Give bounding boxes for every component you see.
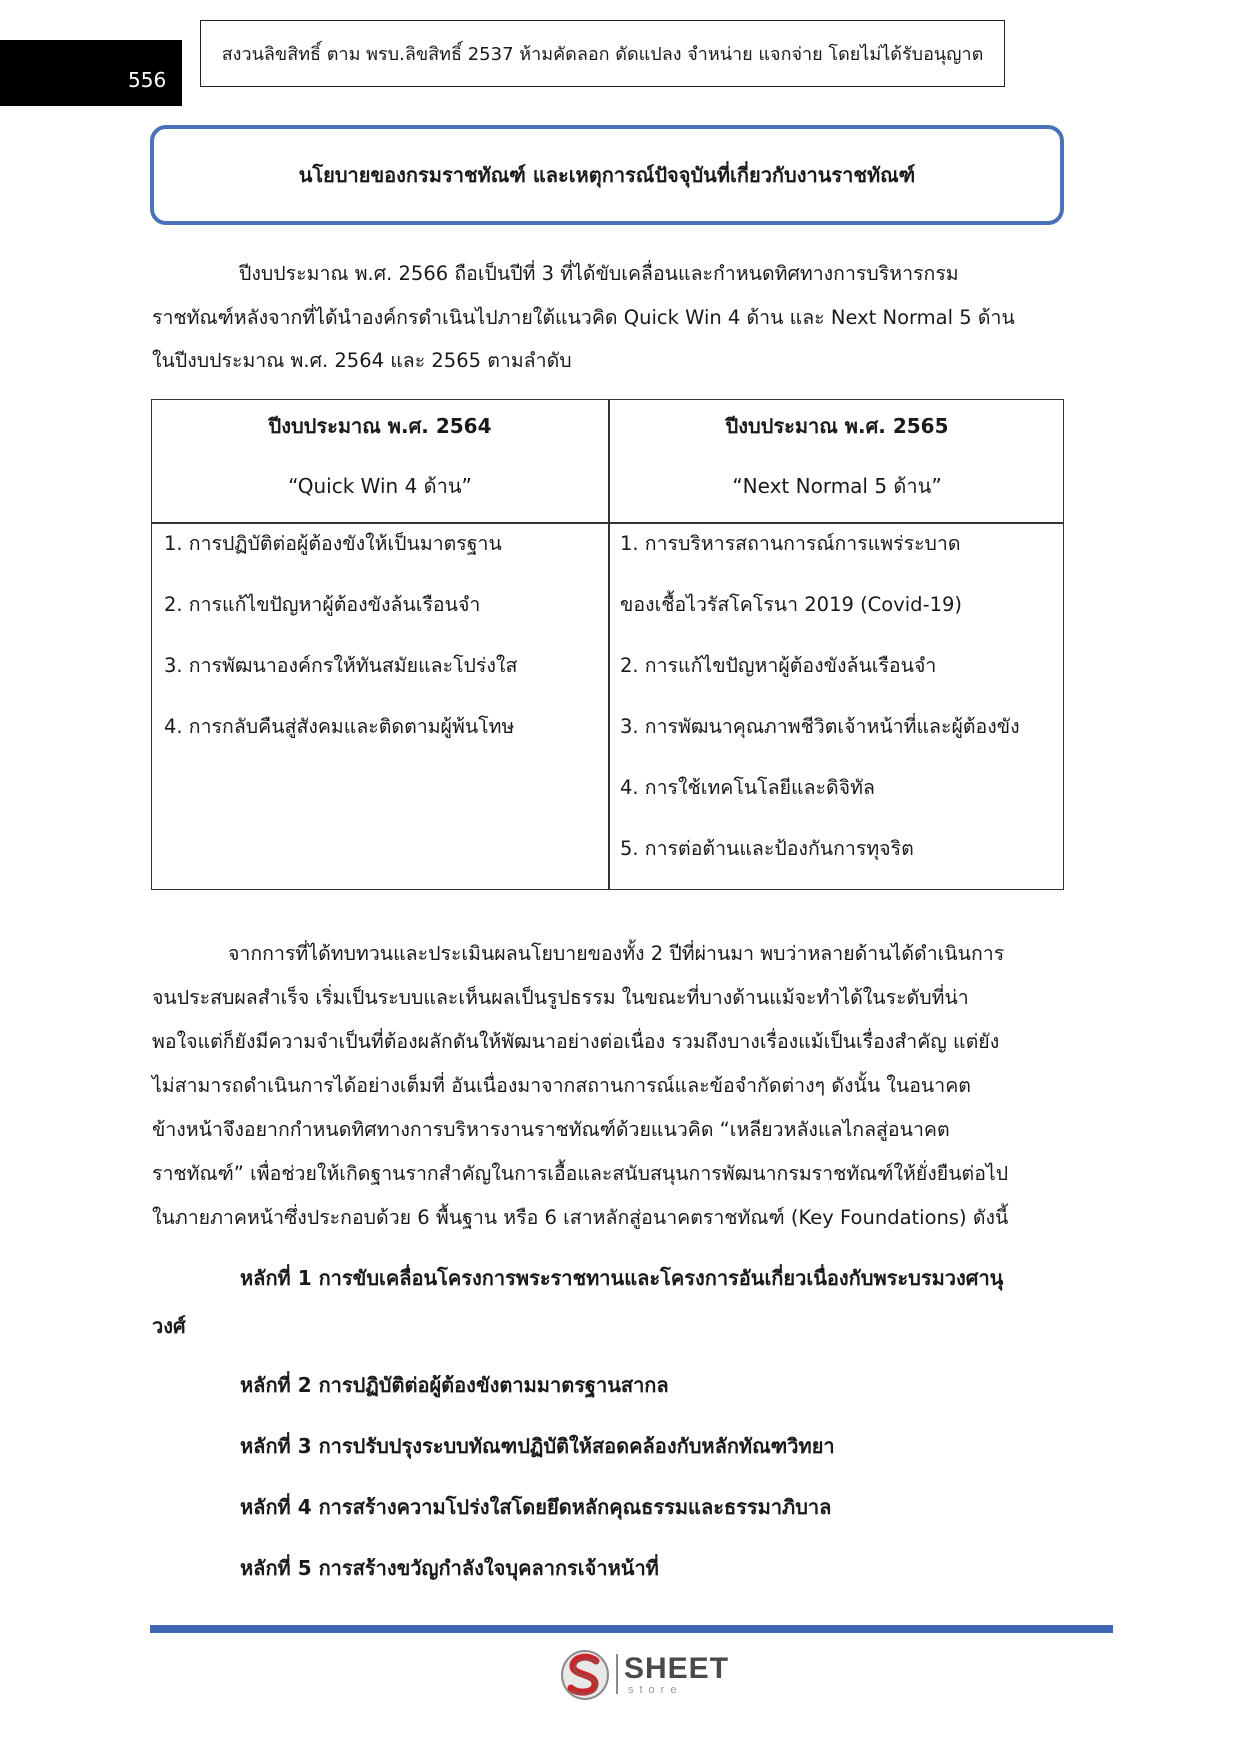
header-year: ปีงบประมาณ พ.ศ. 2564 — [268, 414, 492, 438]
copyright-banner — [200, 20, 1005, 87]
review-line: จนประสบผลสำเร็จ เริ่มเป็นระบบและเห็นผลเป็นรูปธรรม ในขณะที่บางด้านแม้จะทำได้ในระดับที่น่า — [152, 986, 969, 1009]
principle-5: หลักที่ 5 การสร้างขวัญกำลังใจบุคลากรเจ้าหน้าที่ — [240, 1556, 659, 1580]
review-line: ข้างหน้าจึงอยากกำหนดทิศทางการบริหารงานราชทัณฑ์ด้วยแนวคิด “เหลียวหลังแลไกลสู่อนาคต — [152, 1118, 950, 1141]
table-cell-item: 1. การบริหารสถานการณ์การแพร่ระบาด — [620, 532, 961, 555]
header-concept: “Next Normal 5 ด้าน” — [732, 474, 942, 498]
table-cell-item: 3. การพัฒนาคุณภาพชีวิตเจ้าหน้าที่และผู้ต้องขัง — [620, 715, 1020, 738]
intro-line: ในปีงบประมาณ พ.ศ. 2564 และ 2565 ตามลำดับ — [152, 349, 572, 372]
section-title-box — [150, 125, 1064, 225]
intro-paragraph — [152, 258, 1064, 378]
principle-2: หลักที่ 2 การปฏิบัติต่อผู้ต้องขังตามมาตรฐานสากล — [240, 1373, 669, 1397]
logo-separator — [616, 1654, 618, 1694]
policy-comparison-table — [151, 399, 1064, 890]
review-line: ราชทัณฑ์” เพื่อช่วยให้เกิดฐานรากสำคัญในการเอื้อและสนับสนุนการพัฒนากรมราชทัณฑ์ให้ยั่งยืนต่อไป — [152, 1162, 1009, 1185]
sheet-store-logo — [560, 1648, 740, 1702]
section-title: นโยบายของกรมราชทัณฑ์ และเหตุการณ์ปัจจุบันที่เกี่ยวกับงานราชทัณฑ์ — [298, 163, 916, 187]
sheet-store-s-icon — [560, 1648, 610, 1702]
table-divider — [152, 522, 1063, 524]
table-cell-item: ของเชื้อไวรัสโคโรนา 2019 (Covid-19) — [620, 593, 963, 616]
review-line: ในภายภาคหน้าซึ่งประกอบด้วย 6 พื้นฐาน หรือ 6 เสาหลักสู่อนาคตราชทัณฑ์ (Key Foundations) ดังนี้ — [152, 1206, 1009, 1229]
table-cell-item: 4. การใช้เทคโนโลยีและดิจิทัล — [620, 776, 875, 799]
table-cell-item: 2. การแก้ไขปัญหาผู้ต้องขังล้นเรือนจำ — [620, 654, 937, 677]
principle-4: หลักที่ 4 การสร้างความโปร่งใสโดยยึดหลักคุณธรรมและธรรมาภิบาล — [240, 1495, 832, 1519]
principle-1-continued: วงศ์ — [152, 1314, 186, 1338]
header-concept: “Quick Win 4 ด้าน” — [288, 474, 472, 498]
review-line: ไม่สามารถดำเนินการได้อย่างเต็มที่ อันเนื่องมาจากสถานการณ์และข้อจำกัดต่างๆ ดังนั้น ในอนาคต — [152, 1074, 971, 1097]
table-cell-item: 5. การต่อต้านและป้องกันการทุจริต — [620, 837, 914, 860]
table-header-2564 — [152, 400, 608, 522]
table-cell-item: 2. การแก้ไขปัญหาผู้ต้องขังล้นเรือนจำ — [164, 593, 481, 616]
table-cell-item: 1. การปฏิบัติต่อผู้ต้องขังให้เป็นมาตรฐาน — [164, 532, 502, 555]
footer-rule — [150, 1625, 1113, 1633]
table-cell-item: 3. การพัฒนาองค์กรให้ทันสมัยและโปร่งใส — [164, 654, 518, 677]
header-year: ปีงบประมาณ พ.ศ. 2565 — [725, 414, 949, 438]
review-line: จากการที่ได้ทบทวนและประเมินผลนโยบายของทั้ง 2 ปีที่ผ่านมา พบว่าหลายด้านได้ดำเนินการ — [228, 942, 1005, 965]
table-header-2565 — [609, 400, 1065, 522]
copyright-notice: สงวนลิขสิทธิ์ ตาม พรบ.ลิขสิทธิ์ 2537 ห้ามคัดลอก ดัดแปลง จำหน่าย แจกจ่าย โดยไม่ได้รับอนุญาต — [221, 44, 984, 65]
logo-subword: store — [628, 1684, 683, 1696]
principle-3: หลักที่ 3 การปรับปรุงระบบทัณฑปฏิบัติให้สอดคล้องกับหลักทัณฑวิทยา — [240, 1434, 835, 1458]
table-cell-item: 4. การกลับคืนสู่สังคมและติดตามผู้พ้นโทษ — [164, 715, 515, 738]
principle-1: หลักที่ 1 การขับเคลื่อนโครงการพระราชทานและโครงการอันเกี่ยวเนื่องกับพระบรมวงศานุ — [240, 1266, 1004, 1290]
intro-line: ราชทัณฑ์หลังจากที่ได้นำองค์กรดำเนินไปภายใต้แนวคิด Quick Win 4 ด้าน และ Next Normal 5 ด้าน — [152, 306, 1015, 329]
logo-wordmark: SHEET — [624, 1652, 730, 1685]
intro-line: ปีงบประมาณ พ.ศ. 2566 ถือเป็นปีที่ 3 ที่ได้ขับเคลื่อนและกำหนดทิศทางการบริหารกรม — [239, 262, 959, 285]
review-line: พอใจแต่ก็ยังมีความจำเป็นที่ต้องผลักดันให้พัฒนาอย่างต่อเนื่อง รวมถึงบางเรื่องแม้เป็นเรื่องสำคัญ แต่ยัง — [152, 1030, 1000, 1053]
page-number: 556 — [128, 68, 167, 92]
review-paragraph — [152, 938, 1064, 1248]
